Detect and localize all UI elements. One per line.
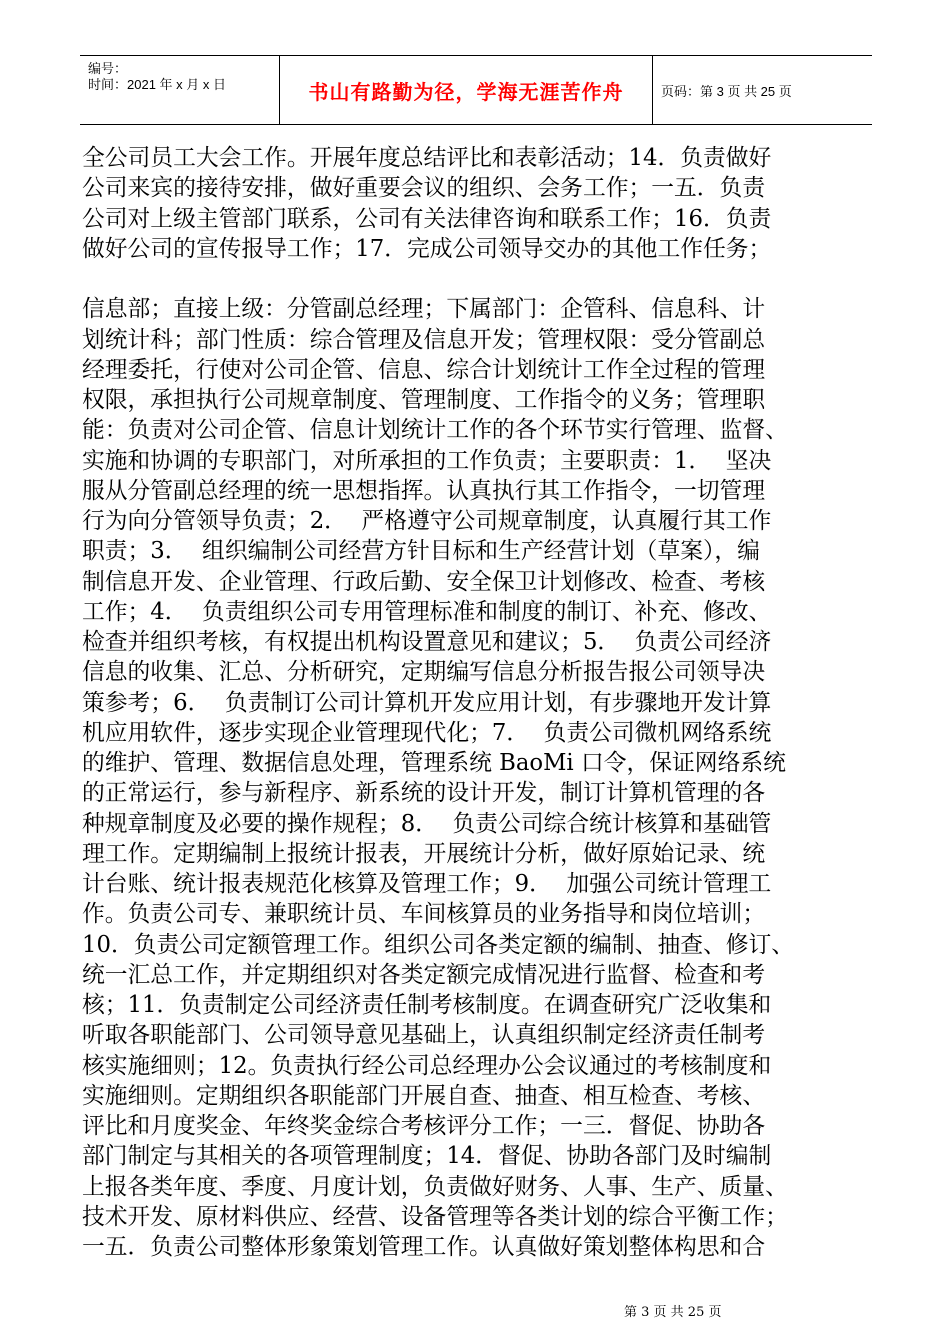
text-line: 10．负责公司定额管理工作。组织公司各类定额的编制、抽查、修订、	[82, 931, 795, 958]
document-body	[82, 143, 882, 1262]
text-line: 行为向分管领导负责；2． 严格遵守公司规章制度，认真履行其工作	[82, 508, 772, 534]
text-line: 核实施细则；12。负责执行经公司总经理办公会议通过的考核制度和	[82, 1052, 772, 1079]
text-line: 经理委托，行使对公司企管、信息、综合计划统计工作全过程的管理	[82, 356, 766, 383]
text-line: 信息的收集、汇总、分析研究，定期编写信息分析报告报公司领导决	[82, 659, 766, 686]
text-line: 种规章制度及必要的操作规程；8． 负责公司综合统计核算和基础管	[82, 810, 772, 837]
text-line: 统一汇总工作，并定期组织对各类定额完成情况进行监督、检查和考	[82, 961, 766, 988]
text-line: 的正常运行，参与新程序、新系统的设计开发，制订计算机管理的各	[82, 780, 766, 807]
text-line: 信息部；直接上级：分管副总经理；下属部门：企管科、信息科、计	[82, 296, 766, 323]
text-line: 工作；4． 负责组织公司专用管理标准和制度的制订、补充、修改、	[82, 598, 772, 625]
paragraph-spacer	[82, 264, 882, 294]
text-line: 服从分管副总经理的统一思想指挥。认真执行其工作指令，一切管理	[82, 477, 766, 504]
header-page-number: 页码：第 3 页 共 25 页	[661, 83, 792, 99]
text-line: 实施细则。定期组织各职能部门开展自查、抽查、相互检查、考核、	[82, 1082, 766, 1109]
text-line: 上报各类年度、季度、月度计划，负责做好财务、人事、生产、质量、	[82, 1173, 788, 1200]
text-line: 评比和月度奖金、年终奖金综合考核评分工作；一三．督促、协助各	[82, 1113, 766, 1139]
page-header	[80, 55, 872, 125]
text-line: 能：负责对公司企管、信息计划统计工作的各个环节实行管理、监督、	[82, 417, 788, 444]
header-motto-cell	[280, 56, 653, 124]
header-page-cell	[653, 56, 872, 124]
text-line: 职责；3． 组织编制公司经营方针目标和生产经营计划（草案），编	[82, 538, 760, 565]
text-line: 制信息开发、企业管理、行政后勤、安全保卫计划修改、检查、考核	[82, 568, 766, 595]
text-line: 计台账、统计报表规范化核算及管理工作；9． 加强公司统计管理工	[82, 871, 772, 897]
text-line: 划统计科；部门性质：综合管理及信息开发；管理权限：受分管副总	[82, 326, 766, 353]
document-time-label: 时间：2021 年 x 月 x 日	[88, 77, 226, 92]
text-line: 作。负责公司专、兼职统计员、车间核算员的业务指导和岗位培训；	[82, 901, 766, 928]
text-line: 全公司员工大会工作。开展年度总结评比和表彰活动；14．负责做好	[82, 145, 772, 171]
text-line: 一五．负责公司整体形象策划管理工作。认真做好策划整体构思和合	[82, 1234, 766, 1260]
text-line: 策参考；6． 负责制订公司计算机开发应用计划，有步骤地开发计算	[82, 689, 772, 716]
document-number-label: 编号：	[88, 61, 128, 76]
text-line: 权限，承担执行公司规章制度、管理制度、工作指令的义务；管理职	[82, 387, 766, 413]
text-line: 公司来宾的接待安排，做好重要会议的组织、会务工作；一五．负责	[82, 175, 766, 202]
text-line: 理工作。定期编制上报统计报表，开展统计分析，做好原始记录、统	[82, 840, 766, 867]
header-meta	[80, 56, 280, 124]
text-line: 做好公司的宣传报导工作；17．完成公司领导交办的其他工作任务；	[82, 235, 772, 262]
text-line: 公司对上级主管部门联系，公司有关法律咨询和联系工作；16．负责	[82, 205, 772, 232]
page-footer	[624, 1301, 721, 1320]
text-line: 检查并组织考核，有权提出机构设置意见和建议；5． 负责公司经济	[82, 629, 772, 655]
paragraph-1	[82, 143, 882, 264]
text-line: 机应用软件，逐步实现企业管理现代化；7． 负责公司微机网络系统	[82, 719, 772, 746]
text-line: 技术开发、原材料供应、经营、设备管理等各类计划的综合平衡工作；	[82, 1203, 788, 1230]
text-line: 实施和协调的专职部门，对所承担的工作负责；主要职责：1． 坚决	[82, 447, 772, 474]
footer-page-number: 第 3 页 共 25 页	[624, 1305, 722, 1320]
text-line: 的维护、管理、数据信息处理，管理系统 BaoMi 口令，保证网络系统	[82, 750, 786, 776]
text-line: 部门制定与其相关的各项管理制度；14．督促、协助各部门及时编制	[82, 1143, 772, 1170]
text-line: 核；11．负责制定公司经济责任制考核制度。在调查研究广泛收集和	[82, 992, 772, 1018]
text-line: 听取各职能部门、公司领导意见基础上，认真组织制定经济责任制考	[82, 1022, 766, 1049]
header-motto: 书山有路勤为径，学海无涯苦作舟	[308, 79, 624, 104]
paragraph-2	[82, 294, 882, 1262]
